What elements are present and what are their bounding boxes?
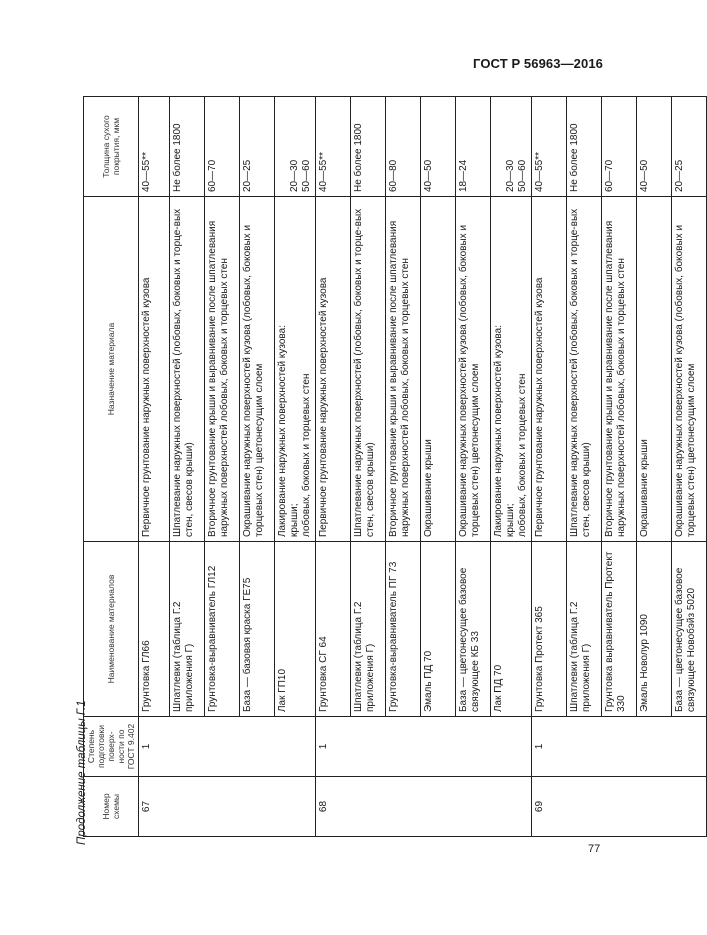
col-header-scheme: Номер схемы bbox=[84, 777, 139, 837]
coating-thickness: 20—30 50—60 bbox=[491, 97, 532, 197]
material-purpose: Вторичное грунтование крыши и выравнивание после шпатлевания наружных поверхностей лобовых, боковых и торцевых стен bbox=[205, 197, 240, 542]
material-purpose: Лакирование наружных поверхностей кузова: крыши; лобовых, боковых и торцевых стен bbox=[275, 197, 316, 542]
coating-thickness: Не более 1800 bbox=[351, 97, 386, 197]
material-name: База — базовая краска ГЕ75 bbox=[240, 542, 275, 717]
material-purpose: Вторичное грунтование крыши и выравнивание после шпатлевания наружных поверхностей лобовых, боковых и торцевых стен bbox=[386, 197, 421, 542]
coating-thickness: 40—55** bbox=[139, 97, 170, 197]
material-name: Эмаль Новолур 1090 bbox=[637, 542, 672, 717]
col-header-material: Наименование материалов bbox=[84, 542, 139, 717]
scheme-number: 69 bbox=[532, 777, 707, 837]
standard-code: ГОСТ Р 56963—2016 bbox=[473, 56, 603, 71]
coating-thickness: 40—55** bbox=[316, 97, 351, 197]
material-name: Шпатлевки (таблица Г.2 приложения Г) bbox=[170, 542, 205, 717]
material-purpose: Вторичное грунтование крыши и выравнивание после шпатлевания наружных поверхностей лобовых, боковых и торцевых стен bbox=[602, 197, 637, 542]
material-purpose: Окрашивание наружных поверхностей кузова (лобовых, боковых и торцевых стен) цветонесущим слоем bbox=[672, 197, 707, 542]
material-purpose: Первичное грунтование наружных поверхностей кузова bbox=[532, 197, 567, 542]
material-name: Грунтовка-выравниватель ПГ 73 bbox=[386, 542, 421, 717]
coating-thickness: 18—24 bbox=[456, 97, 491, 197]
col-header-thickness: Толщина сухого покрытия, мкм bbox=[84, 97, 139, 197]
material-purpose: Окрашивание крыши bbox=[637, 197, 672, 542]
coating-thickness: 20—25 bbox=[672, 97, 707, 197]
coating-thickness: Не более 1800 bbox=[567, 97, 602, 197]
material-purpose: Шпатлевание наружных поверхностей (лобовых, боковых и торце-вых стен, свесов крыши) bbox=[567, 197, 602, 542]
material-purpose: Шпатлевание наружных поверхностей (лобовых, боковых и торце-вых стен, свесов крыши) bbox=[170, 197, 205, 542]
material-purpose: Первичное грунтование наружных поверхностей кузова bbox=[316, 197, 351, 542]
coating-thickness: 20—30 50—60 bbox=[275, 97, 316, 197]
coating-thickness: 40—50 bbox=[421, 97, 456, 197]
col-header-purpose: Назначение материала bbox=[84, 197, 139, 542]
material-purpose: Окрашивание крыши bbox=[421, 197, 456, 542]
prep-degree: 1 bbox=[139, 717, 316, 777]
coating-thickness: 60—70 bbox=[205, 97, 240, 197]
coating-thickness: Не более 1800 bbox=[170, 97, 205, 197]
scheme-number: 68 bbox=[316, 777, 532, 837]
material-name: База — цветонесущее базовое связующее КБ 33 bbox=[456, 542, 491, 717]
col-header-degree: Степень подготовки поверх-ности по ГОСТ 9.402 bbox=[84, 717, 139, 777]
table-row bbox=[139, 97, 170, 837]
material-name: Грунтовка СГ 64 bbox=[316, 542, 351, 717]
coating-thickness: 60—80 bbox=[386, 97, 421, 197]
coating-thickness: 40—55** bbox=[532, 97, 567, 197]
table-caption: Продолжение таблицы Г.1 bbox=[76, 700, 88, 845]
coating-thickness: 20—25 bbox=[240, 97, 275, 197]
prep-degree: 1 bbox=[532, 717, 707, 777]
material-purpose: Шпатлевание наружных поверхностей (лобовых, боковых и торце-вых стен, свесов крыши) bbox=[351, 197, 386, 542]
material-name: База — цветонесущее базовое связующее Новобэйз 5020 bbox=[672, 542, 707, 717]
scheme-number: 67 bbox=[139, 777, 316, 837]
table-row bbox=[532, 97, 567, 837]
page-number: 77 bbox=[588, 843, 601, 855]
material-name: Шпатлевки (таблица Г.2 приложения Г) bbox=[567, 542, 602, 717]
material-purpose: Окрашивание наружных поверхностей кузова (лобовых, боковых и торцевых стен) цветонесущим слоем bbox=[456, 197, 491, 542]
material-purpose: Первичное грунтование наружных поверхностей кузова bbox=[139, 197, 170, 542]
material-name: Эмаль ПД 70 bbox=[421, 542, 456, 717]
table-header-row bbox=[84, 97, 139, 837]
material-name: Грунтовка ГЛ66 bbox=[139, 542, 170, 717]
material-name: Лак ГП10 bbox=[275, 542, 316, 717]
material-name: Грунтовка выравниватель Протект 330 bbox=[602, 542, 637, 717]
material-name: Лак ПД 70 bbox=[491, 542, 532, 717]
coating-thickness: 40—50 bbox=[637, 97, 672, 197]
materials-table bbox=[83, 96, 707, 837]
table-row bbox=[316, 97, 351, 837]
material-name: Шпатлевки (таблица Г.2 приложения Г) bbox=[351, 542, 386, 717]
prep-degree: 1 bbox=[316, 717, 532, 777]
material-purpose: Окрашивание наружных поверхностей кузова (лобовых, боковых и торцевых стен) цветонесущим слоем bbox=[240, 197, 275, 542]
material-name: Грунтовка-выравниватель ГЛ12 bbox=[205, 542, 240, 717]
coating-thickness: 60—70 bbox=[602, 97, 637, 197]
material-purpose: Лакирование наружных поверхностей кузова: крыши; лобовых, боковых и торцевых стен bbox=[491, 197, 532, 542]
material-name: Грунтовка Протект 365 bbox=[532, 542, 567, 717]
